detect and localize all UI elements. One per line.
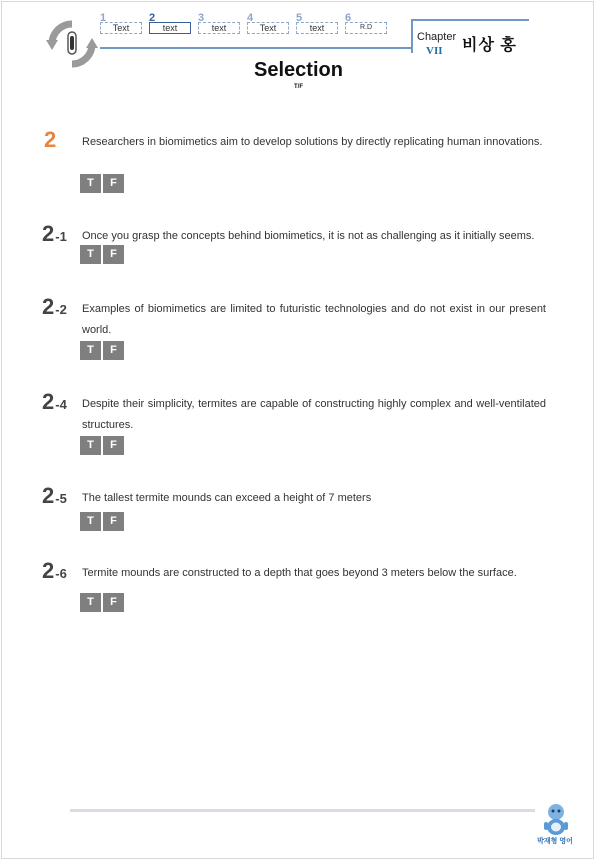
false-button[interactable]: F [103,512,124,531]
step-label: R.D [345,22,387,34]
question-text: Despite their simplicity, termites are capable of constructing highly complex and well-ventilated structures. [82,398,546,431]
chapter-number: VII [426,45,443,57]
chapter-title: 비상 홍 [462,37,517,54]
step-number: 2 [149,12,156,24]
step-2[interactable] [147,13,191,41]
step-1[interactable] [98,13,142,41]
question-text: Examples of biomimetics are limited to futuristic technologies and do not exist in our present world. [82,303,546,336]
question-number: 2-1 [42,221,67,246]
step-6[interactable] [343,13,387,41]
page-subtitle: T/F [294,84,303,90]
question-number: 2 [44,127,57,152]
step-number: 4 [247,12,254,24]
header-divider [100,47,412,49]
step-label: text [149,22,191,34]
question-text: Once you grasp the concepts behind biomimetics, it is not as challenging as it initially seems. [82,230,535,242]
chapter-label: Chapter [417,31,457,43]
step-number: 1 [100,12,107,24]
step-number: 6 [345,12,352,24]
step-5[interactable] [294,13,338,41]
step-navigation [98,13,398,43]
tf-options [80,512,124,531]
true-button[interactable]: T [80,245,101,264]
question-number: 2-4 [42,389,67,414]
step-4[interactable] [245,13,289,41]
tf-options [80,436,124,455]
false-button[interactable]: F [103,593,124,612]
step-label: text [198,22,240,34]
step-label: Text [100,22,142,34]
footer-brand: 박재형 영어 [537,838,573,845]
question-text: Researchers in biomimetics aim to develop solutions by directly replicating human innovations. [82,136,543,148]
false-button[interactable]: F [103,341,124,360]
tf-options [80,341,124,360]
step-number: 5 [296,12,303,24]
true-button[interactable]: T [80,436,101,455]
question-text: Termite mounds are constructed to a depth that goes beyond 3 meters below the surface. [82,567,517,579]
question-number: 2-6 [42,558,67,583]
false-button[interactable]: F [103,245,124,264]
true-button[interactable]: T [80,174,101,193]
false-button[interactable]: F [103,436,124,455]
question-number: 2-5 [42,483,67,508]
step-label: text [296,22,338,34]
true-button[interactable]: T [80,341,101,360]
step-label: Text [247,22,289,34]
tf-options [80,174,124,193]
true-button[interactable]: T [80,593,101,612]
question-number: 2-2 [42,294,67,319]
page-title: Selection [254,59,343,81]
false-button[interactable]: F [103,174,124,193]
tf-options [80,593,124,612]
footer-divider [70,809,535,812]
tf-options [80,245,124,264]
step-number: 3 [198,12,205,24]
question-text: The tallest termite mounds can exceed a height of 7 meters [82,492,372,504]
step-3[interactable] [196,13,240,41]
true-button[interactable]: T [80,512,101,531]
